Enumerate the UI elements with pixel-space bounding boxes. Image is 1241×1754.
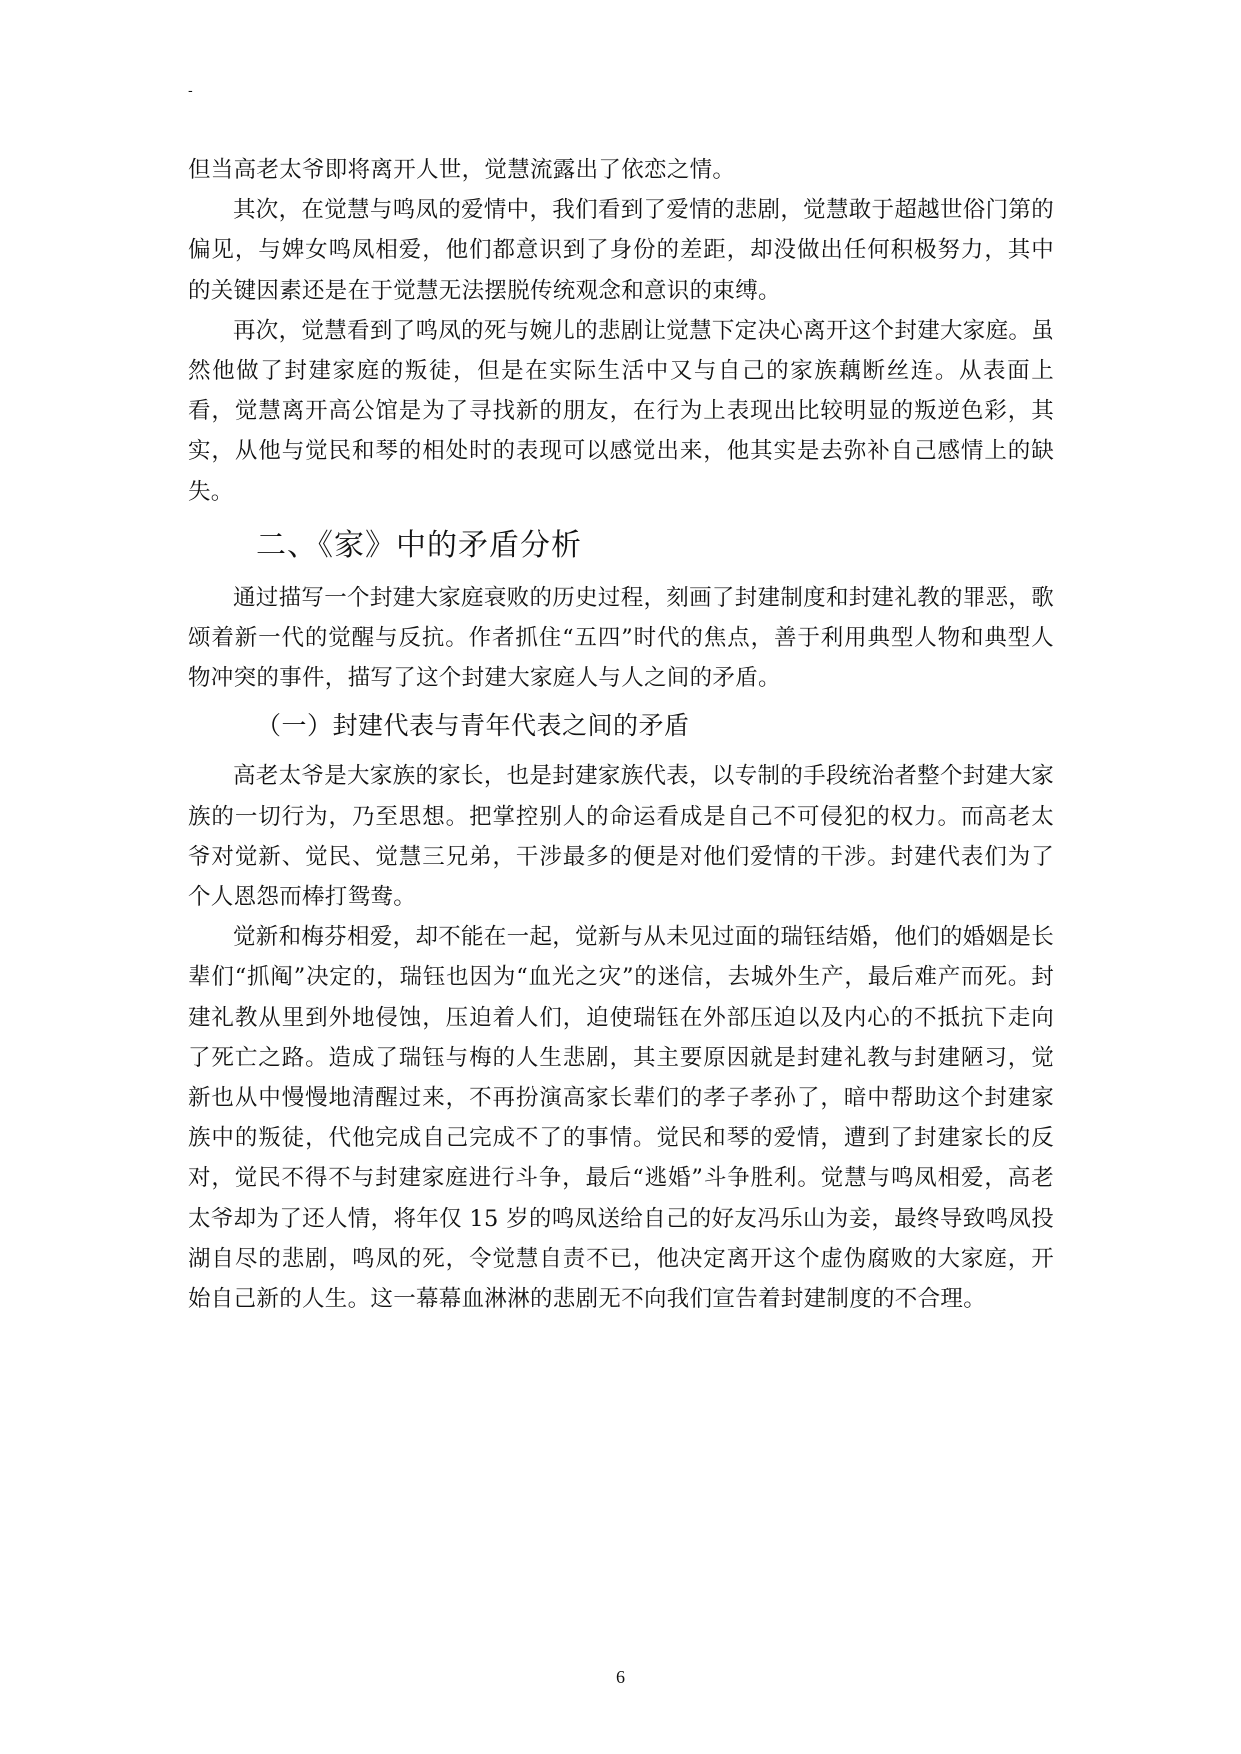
subsection-heading: （一）封建代表与青年代表之间的矛盾 [256, 711, 690, 741]
header-mark: - [188, 83, 193, 99]
page-content [188, 150, 1054, 1319]
section-heading: 二、《家》中的矛盾分析 [256, 527, 582, 563]
paragraph-secondly: 其次，在觉慧与鸣凤的爱情中，我们看到了爱情的悲剧，觉慧敢于超越世俗门第的偏见，与婢女鸣凤相爱，他们都意识到了身份的差距，却没做出任何积极努力，其中的关键因素还是在于觉慧无法摆脱传统观念和意识的束缚。 [188, 197, 1054, 304]
paragraph-section-intro: 通过描写一个封建大家庭衰败的历史过程，刻画了封建制度和封建礼教的罪恶，歌颂着新一代的觉醒与反抗。作者抓住“五四”时代的焦点，善于利用典型人物和典型人物冲突的事件，描写了这个封建大家庭人与人之间的矛盾。 [188, 584, 1054, 692]
page-number: 6 [616, 1667, 625, 1687]
paragraph-tragedies: 觉新和梅芬相爱，却不能在一起，觉新与从未见过面的瑞钰结婚，他们的婚姻是长辈们“抓阄”决定的，瑞钰也因为“血光之灾”的迷信，去城外生产，最后难产而死。封建礼教从里到外地侵蚀，压迫着人们，迫使瑞钰在外部压迫以及内心的不抵抗下走向了死亡之路。造成了瑞钰与梅的人生悲剧，其主要原因就是封建礼教与封建陋习，觉新也从中慢慢地清醒过来，不再扮演高家长辈们的孝子孝孙了，暗中帮助这个封建家族中的叛徒，代他完成自己完成不了的事情。觉民和琴的爱情，遭到了封建家长的反对，觉民不得不与封建家庭进行斗争，最后“逃婚”斗争胜利。觉慧与鸣凤相爱，高老太爷却为了还人情，将年仅 15 岁的鸣凤送给自己的好友冯乐山为妾，最终导致鸣凤投湖自尽的悲剧，鸣凤的死，令觉慧自责不已，他决定离开这个虚伪腐败的大家庭，开始自己新的人生。这一幕幕血淋淋的悲剧无不向我们宣告着封建制度的不合理。 [188, 924, 1054, 1313]
paragraph-patriarch: 高老太爷是大家族的家长，也是封建家族代表，以专制的手段统治者整个封建大家族的一切行为，乃至思想。把掌控别人的命运看成是自己不可侵犯的权力。而高老太爷对觉新、觉民、觉慧三兄弟，干涉最多的便是对他们爱情的干涉。封建代表们为了个人恩怨而棒打鸳鸯。 [188, 763, 1054, 911]
paragraph-thirdly: 再次，觉慧看到了鸣凤的死与婉儿的悲剧让觉慧下定决心离开这个封建大家庭。虽然他做了封建家庭的叛徒，但是在实际生活中又与自己的家族藕断丝连。从表面上看，觉慧离开高公馆是为了寻找新的朋友，在行为上表现出比较明显的叛逆色彩，其实，从他与觉民和琴的相处时的表现可以感觉出来，他其实是去弥补自己感情上的缺失。 [188, 317, 1054, 505]
paragraph-continuation: 但当高老太爷即将离开人世，觉慧流露出了依恋之情。 [188, 157, 736, 183]
